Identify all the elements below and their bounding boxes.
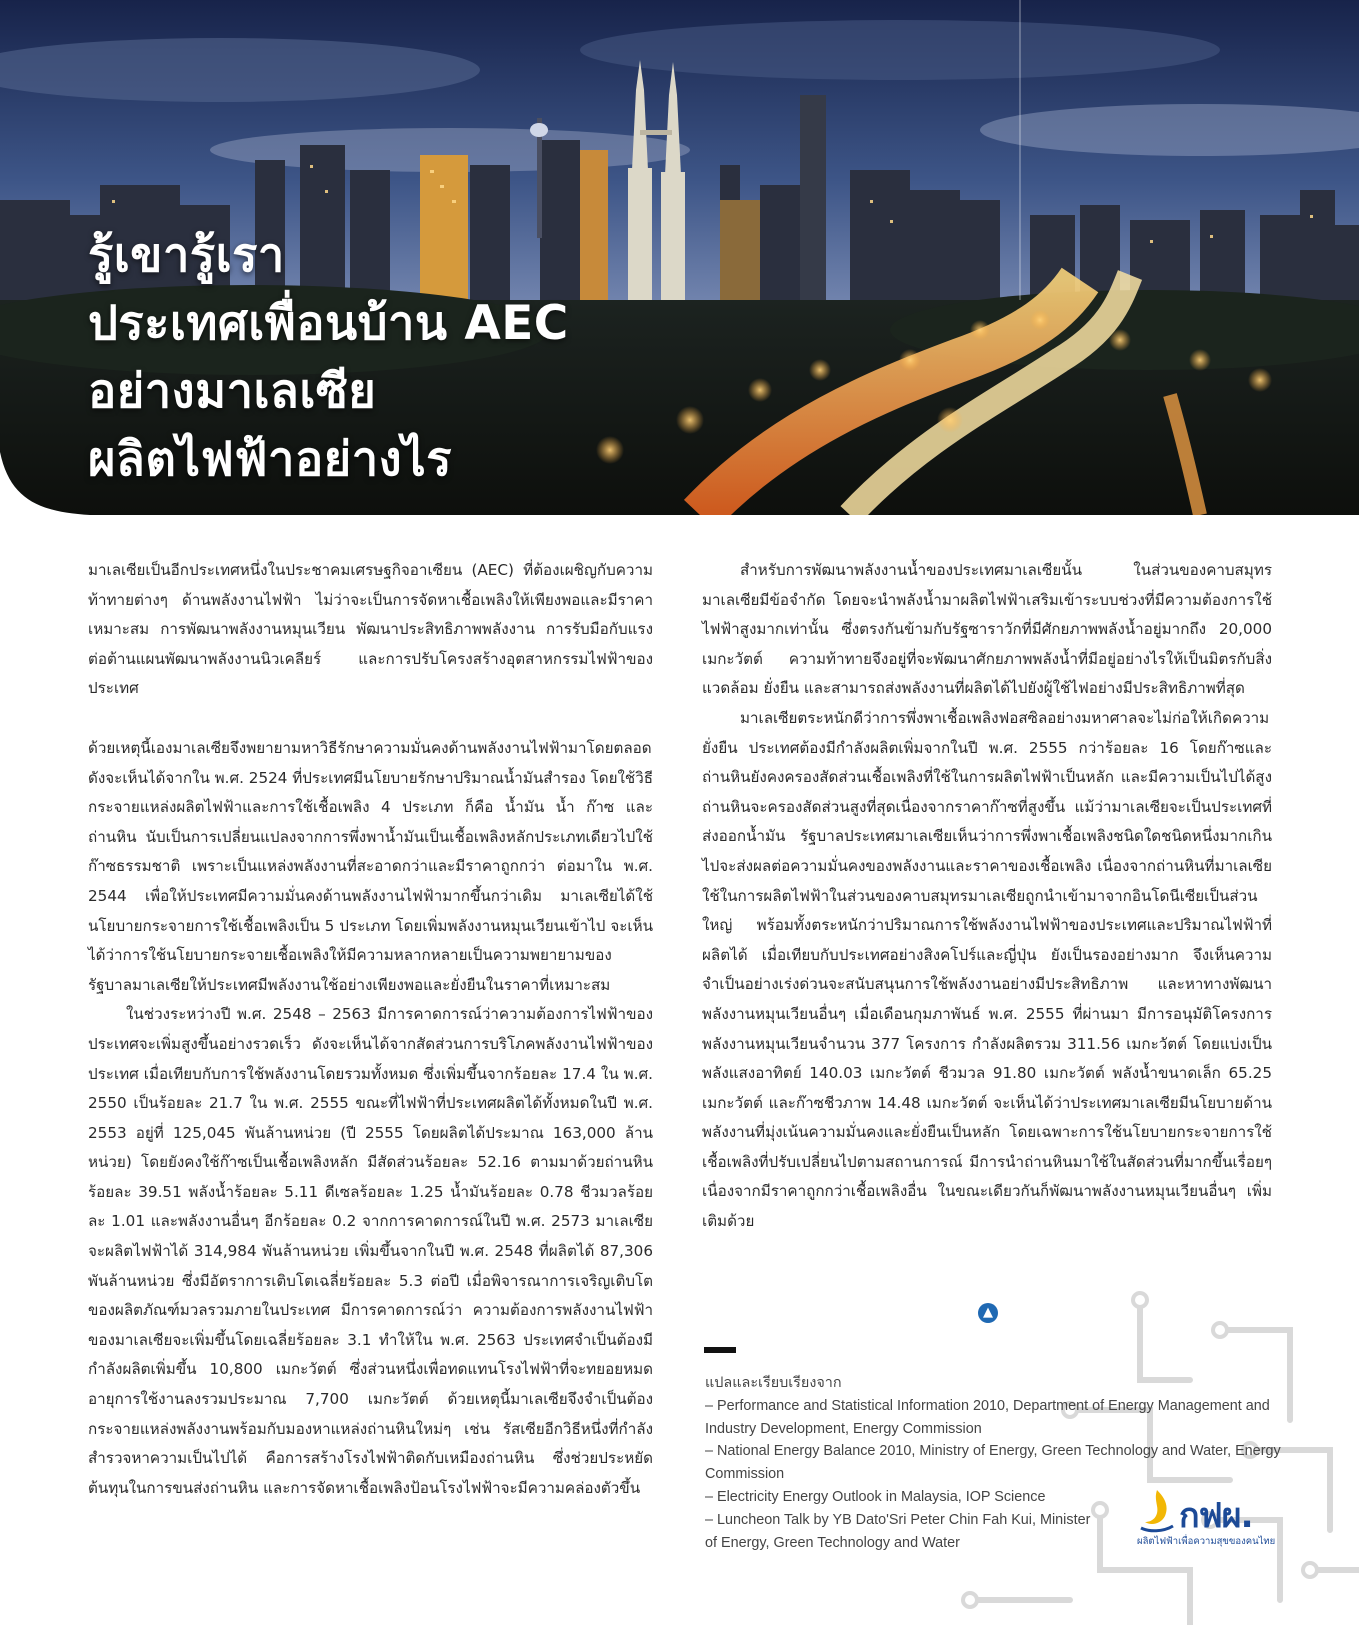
body-paragraph: ด้วยเหตุนี้เองมาเลเซียจึงพยายามหาวิธีรักษาความมั่นคงด้านพลังงานไฟฟ้ามาโดยตลอด ดังจะเห็นได้จากใน พ.ศ. 2524 ที่ประเทศมีนโยบายรักษาปริมาณน้ำมันสำรอง โดยใช้วิธีกระจายแหล่งผลิตไฟฟ้าและการใช้เชื้อเพลิง 4 ประเภท ก็คือ น้ำมัน น้ำ ก๊าซ และถ่านหิน นับเป็นการเปลี่ยนแปลงจากการพึ่งพาน้ำมันเป็นเชื้อเพลิงหลักประเภทเดียวไปใช้ก๊าซธรรมชาติ เพราะเป็นแหล่งพลังงานที่สะอาดกว่าและมีราคาถูกกว่า ต่อมาใน พ.ศ. 2544 เพื่อให้ประเทศมีความมั่นคงด้านพลังงานไฟฟ้ามากขึ้นกว่าเดิม มาเลเซียได้ใช้นโยบายกระจายการใช้เชื้อเพลิงเป็น 5 ประเภท โดยเพิ่มพลังงานหมุนเวียนเข้าไป จะเห็นได้ว่าการใช้นโยบายกระจายเชื้อเพลิงให้มีความหลากหลายเป็นความพยายามของรัฐบาลมาเลเซียให้ประเทศมีพลังงานใช้อย่างเพียงพอและยั่งยืนในราคาที่เหมาะสม [88,738,653,994]
title-line: รู้เขารู้เรา [88,228,285,283]
reference-item: – Luncheon Talk by YB Dato'Sri Peter Chin Fah Kui, Minister of Energy, Green Technology and Water [705,1511,1091,1551]
logo-tagline: ผลิตไฟฟ้าเพื่อความสุขของคนไทย [1137,1536,1276,1547]
article-title [88,222,569,494]
title-line: ประเทศเพื่อนบ้าน AEC [88,296,569,351]
references-heading: แปลและเรียบเรียงจาก [705,1375,842,1391]
hero-image [0,0,1359,515]
left-column [88,556,653,1503]
body-paragraph: มาเลเซียตระหนักดีว่าการพึ่งพาเชื้อเพลิงฟอสซิลอย่างมหาศาลจะไม่ก่อให้เกิดความยั่งยืน ประเทศต้องมีกำลังผลิตเพิ่มจากในปี พ.ศ. 2555 กว่าร้อยละ 16 โดยก๊าซและถ่านหินยังคงครองสัดส่วนเชื้อเพลิงที่ใช้ในการผลิตไฟฟ้าเป็นหลัก และมีความเป็นไปได้สูง ถ่านหินจะครองสัดส่วนสูงที่สุดเนื่องจากราคาก๊าซที่สูงขึ้น แม้ว่ามาเลเซียจะเป็นประเทศที่ส่งออกน้ำมัน รัฐบาลประเทศมาเลเซียเห็นว่าการพึ่งพาเชื้อเพลิงชนิดใดชนิดหนึ่งมากเกินไปจะส่งผลต่อความมั่นคงของพลังงานและราคาของเชื้อเพลิง เนื่องจากถ่านหินที่มาเลเซียใช้ในการผลิตไฟฟ้าในส่วนของคาบสมุทรมาเลเซียถูกนำเข้ามาจากอินโดนีเซียเป็นส่วนใหญ่ พร้อมทั้งตระหนักว่าปริมาณการใช้พลังงานไฟฟ้าของประเทศและปริมาณไฟฟ้าที่ผลิตได้ เมื่อเทียบกับประเทศอย่างสิงคโปร์และญี่ปุ่น ยังเป็นรองอย่างมาก จึงเห็นความจำเป็นอย่างเร่งด่วนจะสนับสนุนการใช้พลังงานอย่างมีประสิทธิภาพ และหาทางพัฒนาพลังงานหมุนเวียนอื่นๆ เมื่อเดือนกุมภาพันธ์ พ.ศ. 2555 ที่ผ่านมา มีการอนุมัติโครงการพลังงานหมุนเวียนจำนวน 377 โครงการ กำลังผลิตรวม 311.56 เมกะวัตต์ โดยแบ่งเป็นพลังแสงอาทิตย์ 140.03 เมกะวัตต์ ชีวมวล 91.80 เมกะวัตต์ พลังน้ำขนาดเล็ก 65.25 เมกะวัตต์ และก๊าซชีวภาพ 14.48 เมกะวัตต์ จะเห็นได้ว่าประเทศมาเลเซียมีนโยบายด้านพลังงานที่มุ่งเน้นความมั่นคงและยั่งยืนเป็นหลัก โดยเฉพาะการใช้นโยบายกระจายการใช้เชื้อเพลิงที่ปรับเปลี่ยนไปตามสถานการณ์ มีการนำถ่านหินมาใช้ในสัดส่วนที่มากขึ้นเรื่อยๆ เนื่องจากมีราคาถูกกว่าเชื้อเพลิงอื่น ในขณะเดียวกันก็พัฒนาพลังงานหมุนเวียนอื่นๆ เพิ่มเติมด้วย [702,708,1272,1231]
reference-item: – Electricity Energy Outlook in Malaysia, IOP Science [705,1488,1046,1505]
egat-end-mark-icon: ▲ [978,1303,998,1323]
paragraph-gap [88,704,653,734]
reference-item: – National Energy Balance 2010, Ministry of Energy, Green Technology and Water, Energy Commission [705,1443,1281,1483]
intro-paragraph: มาเลเซียเป็นอีกประเทศหนึ่งในประชาคมเศรษฐกิจอาเซียน (AEC) ที่ต้องเผชิญกับความท้าทายต่างๆ ด้านพลังงานไฟฟ้า ไม่ว่าจะเป็นการจัดหาเชื้อเพลิงให้เพียงพอและมีราคาเหมาะสม การพัฒนาพลังงานหมุนเวียน พัฒนาประสิทธิภาพพลังงาน การรับมือกับแรงต่อต้านแผนพัฒนาพลังงานนิวเคลียร์ และการปรับโครงสร้างอุตสาหกรรมไฟฟ้าของประเทศ [88,561,653,698]
title-line: ผลิตไฟฟ้าอย่างไร [88,432,452,487]
right-column [702,556,1272,1237]
egat-emblem-icon [1135,1488,1179,1534]
logo-text: กฟผ. [1179,1496,1253,1536]
body-paragraph: ในช่วงระหว่างปี พ.ศ. 2548 – 2563 มีการคาดการณ์ว่าความต้องการไฟฟ้าของประเทศจะเพิ่มสูงขึ้นอย่างรวดเร็ว ดังจะเห็นได้จากสัดส่วนการบริโภคพลังงานไฟฟ้าของประเทศ เมื่อเทียบกับการใช้พลังงานโดยรวมทั้งหมด ซึ่งเพิ่มขึ้นจากร้อยละ 17.4 ใน พ.ศ. 2550 เป็นร้อยละ 21.7 ใน พ.ศ. 2555 ขณะที่ไฟฟ้าที่ประเทศผลิตได้ทั้งหมดในปี พ.ศ. 2553 อยู่ที่ 125,045 พันล้านหน่วย (ปี 2555 โดยผลิตได้ประมาณ 163,000 ล้านหน่วย) โดยยังคงใช้ก๊าซเป็นเชื้อเพลิงหลัก มีสัดส่วนร้อยละ 52.16 ตามมาด้วยถ่านหินร้อยละ 39.51 พลังน้ำร้อยละ 5.11 ดีเซลร้อยละ 1.25 น้ำมันร้อยละ 0.78 ชีวมวลร้อยละ 1.01 และพลังงานอื่นๆ อีกร้อยละ 0.2 จากการคาดการณ์ในปี พ.ศ. 2573 มาเลเซียจะผลิตไฟฟ้าได้ 314,984 พันล้านหน่วย เพิ่มขึ้นจากในปี พ.ศ. 2548 ที่ผลิตได้ 87,306 พันล้านหน่วย ซึ่งมีอัตราการเติบโตเฉลี่ยร้อยละ 5.3 ต่อปี เมื่อพิจารณาการเจริญเติบโตของผลิตภัณฑ์มวลรวมภายในประเทศ มีการคาดการณ์ว่า ความต้องการพลังงานไฟฟ้าของมาเลเซียจะเพิ่มขึ้นโดยเฉลี่ยร้อยละ 3.1 ทำให้ใน พ.ศ. 2563 ประเทศจำเป็นต้องมีกำลังผลิตเพิ่มขึ้น 10,800 เมกะวัตต์ ซึ่งส่วนหนึ่งเพื่อทดแทนโรงไฟฟ้าที่จะทยอยหมดอายุการใช้งานลงรวมประมาณ 7,700 เมกะวัตต์ ด้วยเหตุนี้มาเลเซียจึงจำเป็นต้องกระจายแหล่งพลังงานพร้อมกับมองหาแหล่งถ่านหินใหม่ๆ เช่น รัสเซียอีกวิธีหนึ่งที่กำลังสำรวจหาความเป็นไปได้ คือการสร้างโรงไฟฟ้าติดกับเหมืองถ่านหิน ซึ่งช่วยประหยัดต้นทุนในการขนส่งถ่านหิน และการจัดหาเชื้อเพลิงป้อนโรงไฟฟ้าจะมีความคล่องตัวขึ้น [88,1005,653,1497]
references-rule [704,1347,736,1353]
title-line: อย่างมาเลเซีย [88,364,377,419]
reference-item: – Performance and Statistical Information 2010, Department of Energy Management and Industry Development, Energy Commission [705,1397,1270,1437]
egat-logo [1135,1488,1275,1558]
body-paragraph: สำหรับการพัฒนาพลังงานน้ำของประเทศมาเลเซียนั้น ในส่วนของคาบสมุทรมาเลเซียมีข้อจำกัด โดยจะนำพลังน้ำมาผลิตไฟฟ้าเสริมเข้าระบบช่วงที่มีความต้องการใช้ไฟฟ้าสูงมากเท่านั้น ซึ่งตรงกันข้ามกับรัฐซาราวักที่มีศักยภาพพลังน้ำอยู่มากถึง 20,000 เมกะวัตต์ ความท้าทายจึงอยู่ที่จะพัฒนาศักยภาพพลังน้ำที่มีอยู่อย่างไรให้เป็นมิตรกับสิ่งแวดล้อม ยั่งยืน และสามารถส่งพลังงานที่ผลิตได้ไปยังผู้ใช้ไฟอย่างมีประสิทธิภาพที่สุด [702,561,1272,698]
